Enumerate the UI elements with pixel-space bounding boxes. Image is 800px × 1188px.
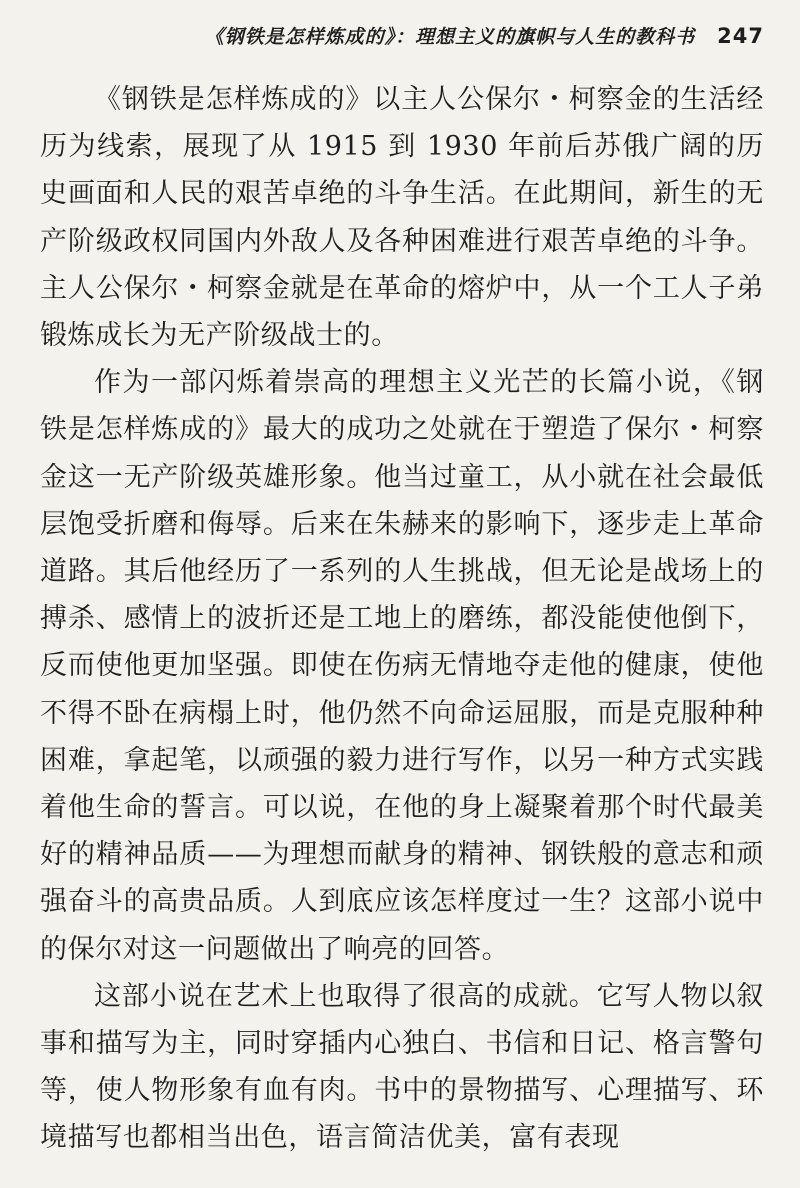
- paragraph-2: 作为一部闪烁着崇高的理想主义光芒的长篇小说，《钢铁是怎样炼成的》最大的成功之处就在于塑造了保尔・柯察金这一无产阶级英雄形象。他当过童工，从小就在社会最低层饱受折磨和侮辱。后来在朱赫来的影响下，逐步走上革命道路。其后他经历了一系列的人生挑战，但无论是战场上的搏杀、感情上的波折还是工地上的磨练，都没能使他倒下，反而使他更加坚强。即使在伤病无情地夺走他的健康，使他不得不卧在病榻上时，他仍然不向命运屈服，而是克服种种困难，拿起笔，以顽强的毅力进行写作，以另一种方式实践着他生命的誓言。可以说，在他的身上凝聚着那个时代最美好的精神品质——为理想而献身的精神、钢铁般的意志和顽强奋斗的高贵品质。人到底应该怎样度过一生？这部小说中的保尔对这一问题做出了响亮的回答。: [40, 367, 764, 965]
- page-number: 247: [717, 24, 764, 48]
- chapter-title: 《钢铁是怎样炼成的》：理想主义的旗帜与人生的教科书: [204, 26, 696, 48]
- body-text: [40, 76, 764, 1162]
- paragraph-3: 这部小说在艺术上也取得了很高的成就。它写人物以叙事和描写为主，同时穿插内心独白、书信和日记、格言警句等，使人物形象有血有肉。书中的景物描写、心理描写、环境描写也都相当出色，语言简洁优美，富有表现: [40, 980, 764, 1154]
- running-header: [40, 22, 764, 62]
- paragraph-1: 《钢铁是怎样炼成的》以主人公保尔・柯察金的生活经历为线索，展现了从 1915 到 1930 年前后苏俄广阔的历史画面和人民的艰苦卓绝的斗争生活。在此期间，新生的无产阶级政权同国内外敌人及各种困难进行艰苦卓绝的斗争。主人公保尔・柯察金就是在革命的熔炉中，从一个工人子弟锻炼成长为无产阶级战士的。: [40, 84, 764, 352]
